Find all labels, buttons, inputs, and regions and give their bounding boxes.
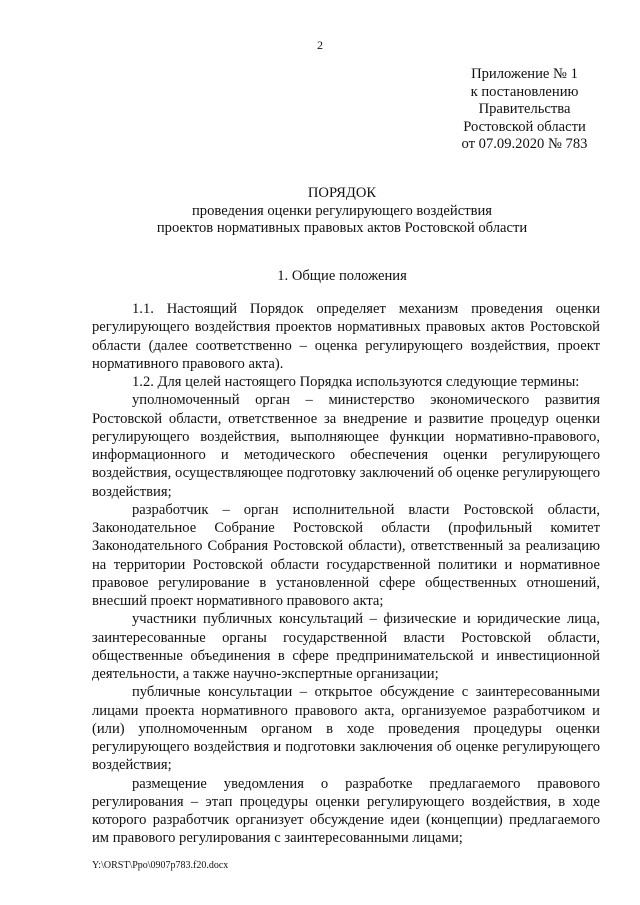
paragraph: 1.2. Для целей настоящего Порядка используются следующие термины:: [132, 374, 580, 390]
paragraph: публичные консультации – открытое обсуждение с заинтересованными лицами проекта нормативного правового акта, организуемое разработчиком и (или) уполномоченным органом в ходе проведения процедуры оценки регулирующего воздействия и подготовки заключения об оценке регулирующего воздействия;: [92, 684, 600, 774]
paragraph: 1.1. Настоящий Порядок определяет механизм проведения оценки регулирующего воздействия проектов нормативных правовых актов Ростовской области (далее соответственно – оценка регулирующего воздействия, проект нормативного правового акта).: [92, 301, 600, 372]
document-body: [92, 300, 600, 848]
paragraph: уполномоченный орган – министерство экономического развития Ростовской области, ответственное за внедрение и развитие процедур оценки регулирующего воздействия, выполняющее функции нормативно-правового, информационного и методического обеспечения оценки регулирующего воздействия, осуществляющее подготовку заключений об оценке регулирующего воздействия;: [92, 392, 600, 500]
appendix-line: от 07.09.2020 № 783: [461, 136, 588, 152]
appendix-line: к постановлению: [470, 83, 579, 100]
appendix-line: Приложение № 1: [471, 66, 578, 82]
page-number: 2: [317, 38, 323, 52]
document-heading: [92, 185, 592, 238]
paragraph: разработчик – орган исполнительной власти Ростовской области, Законодательное Собрание Ростовской области (профильный комитет Законодательного Собрания Ростовской области), ответственный за реализацию на территории Ростовской области государственной политики и нормативное правовое регулирование в установленной сфере общественных отношений, внесший проект нормативного правового акта;: [92, 501, 600, 609]
paragraph: размещение уведомления о разработке предлагаемого правового регулирования – этап процедуры оценки регулирующего воздействия, в ходе которого разработчик организует обсуждение идеи (концепции) предлагаемого им правового регулирования с заинтересованными лицами;: [92, 775, 600, 847]
footer-file-path: Y:\ORST\Ppo\0907p783.f20.docx: [92, 860, 229, 871]
appendix-line: Ростовской области: [463, 118, 586, 135]
paragraph: участники публичных консультаций – физические и юридические лица, заинтересованные органы государственной власти Ростовской области, общественные объединения в сфере предпринимательской и инвестиционной деятельности, а также научно-экспертные организации;: [92, 611, 600, 682]
appendix-block: [432, 66, 617, 154]
document-title: ПОРЯДОК: [307, 185, 377, 201]
appendix-line: Правительства: [478, 101, 571, 117]
document-subtitle-line: проведения оценки регулирующего воздействия: [192, 202, 492, 219]
section-title: 1. Общие положения: [277, 268, 407, 284]
document-subtitle-line: проектов нормативных правовых актов Ростовской области: [156, 220, 528, 236]
